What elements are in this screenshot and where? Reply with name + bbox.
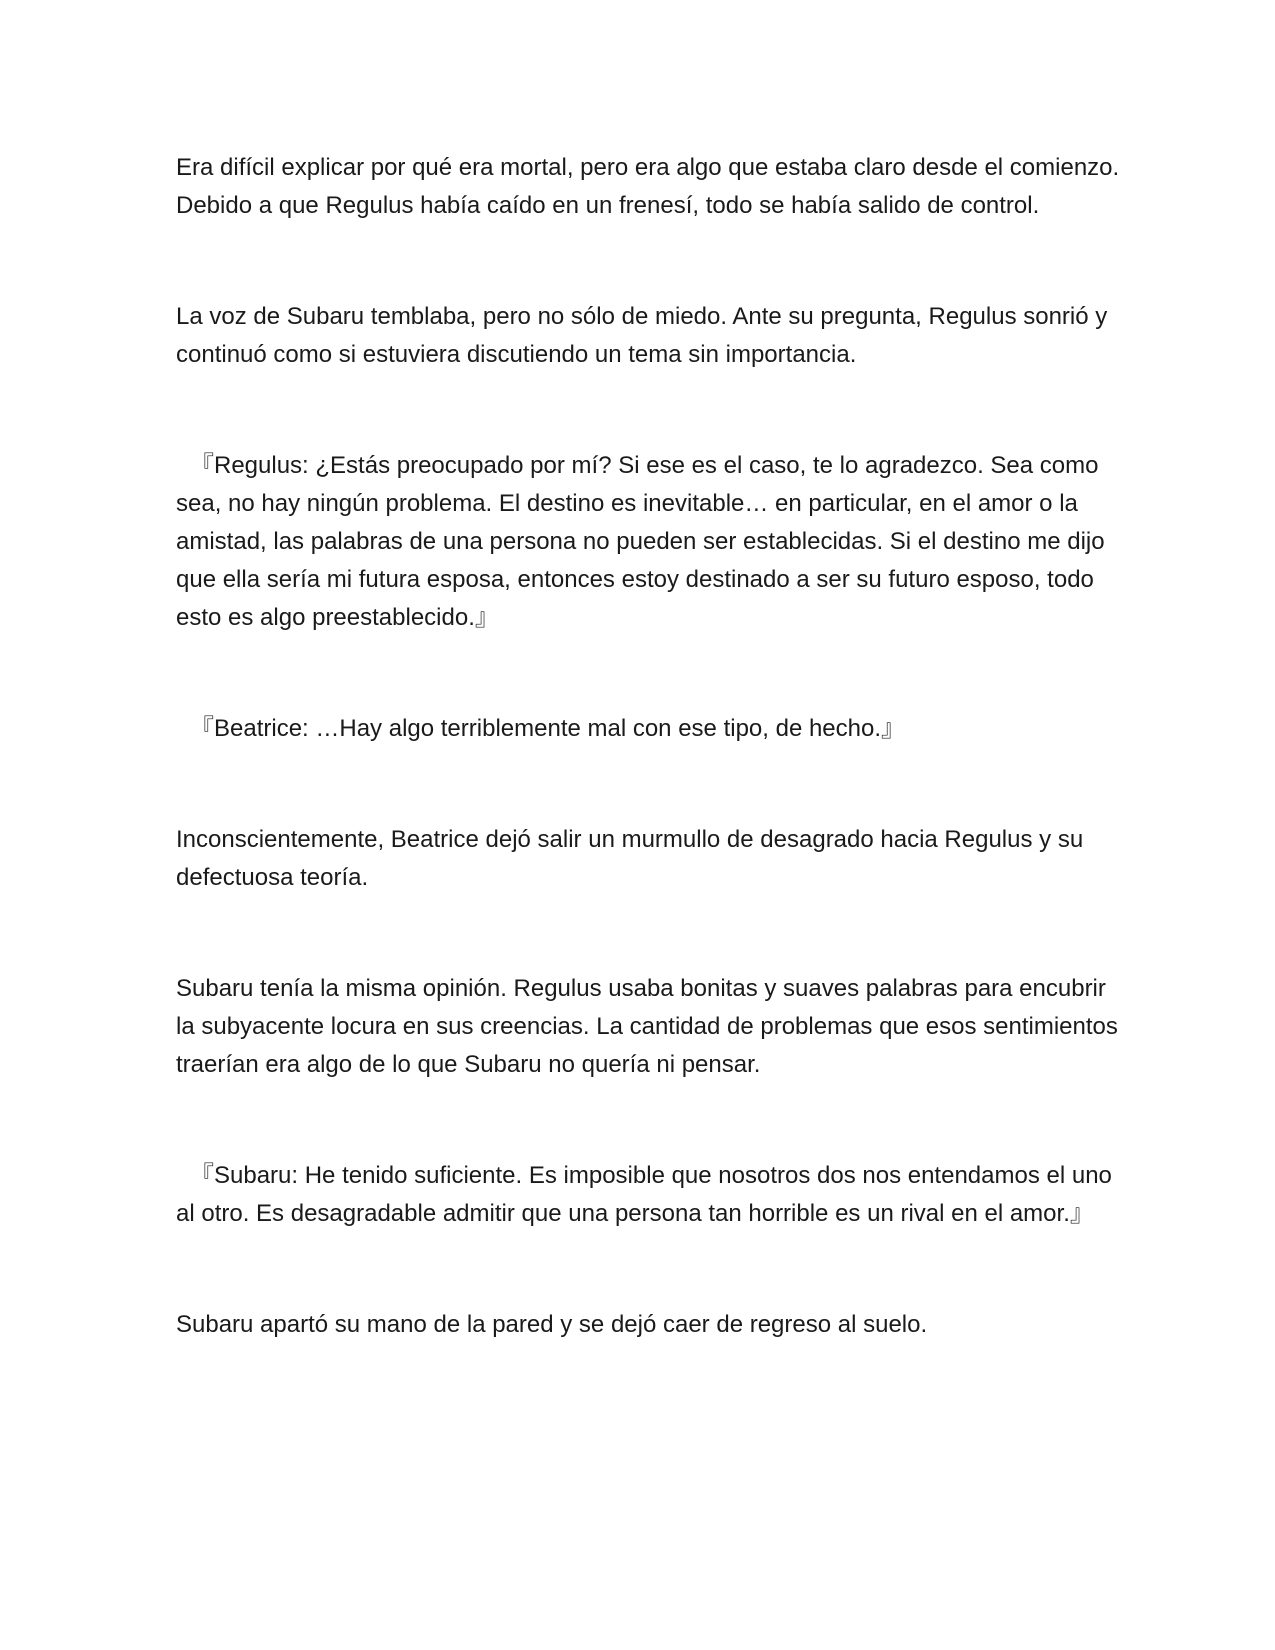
dialogue-beatrice: 『Beatrice: …Hay algo terriblemente mal con ese tipo, de hecho.』 <box>190 715 906 742</box>
paragraph-2: La voz de Subaru temblaba, pero no sólo de miedo. Ante su pregunta, Regulus sonrió y continuó como si estuviera discutiendo un tema sin importancia. <box>176 303 1108 368</box>
dialogue-regulus: 『Regulus: ¿Estás preocupado por mí? Si ese es el caso, te lo agradezco. Sea como sea, no hay ningún problema. El destino es inevitable… en particular, en el amor o la amistad, las palabras de una persona no pueden ser establecidas. Si el destino me dijo que ella sería mi futura esposa, entonces estoy destinado a ser su futuro esposo, todo esto es algo preestablecido.』 <box>176 452 1105 631</box>
paragraph-5: Inconscientemente, Beatrice dejó salir un murmullo de desagrado hacia Regulus y su defectuosa teoría. <box>176 826 1084 891</box>
dialogue-subaru: 『Subaru: He tenido suficiente. Es imposible que nosotros dos nos entendamos el uno al otro. Es desagradable admitir que una persona tan horrible es un rival en el amor.』 <box>176 1162 1112 1227</box>
paragraph-6: Subaru tenía la misma opinión. Regulus usaba bonitas y suaves palabras para encubrir la subyacente locura en sus creencias. La cantidad de problemas que esos sentimientos traerían era algo de lo que Subaru no quería ni pensar. <box>176 975 1118 1078</box>
paragraph-8: Subaru apartó su mano de la pared y se dejó caer de regreso al suelo. <box>176 1311 928 1338</box>
paragraph-1: Era difícil explicar por qué era mortal, pero era algo que estaba claro desde el comienzo. Debido a que Regulus había caído en un frenesí, todo se había salido de control. <box>176 154 1120 219</box>
